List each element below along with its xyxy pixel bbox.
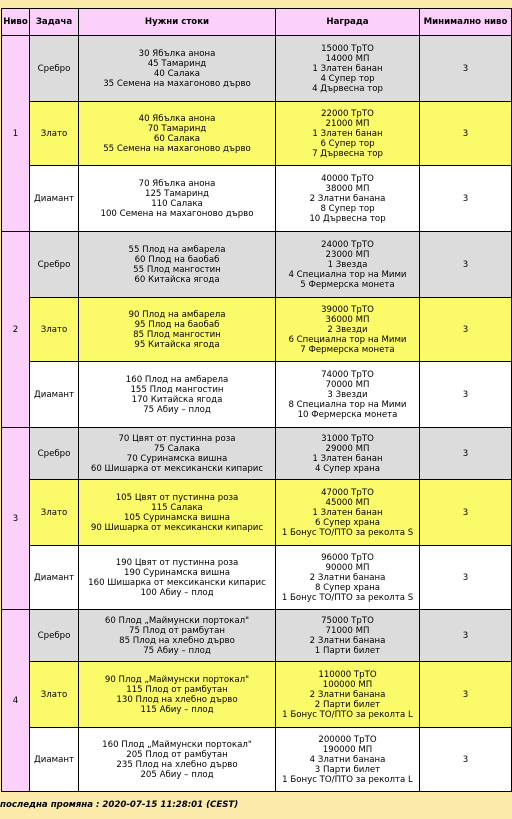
reward-line: 4 Дървесна тор <box>312 83 383 94</box>
item-line: 100 Семена на махагоново дърво <box>100 208 254 219</box>
table-row <box>2 102 512 166</box>
items-cell <box>79 662 276 728</box>
reward-line: 1 Златен банан <box>312 63 383 74</box>
item-line: 70 Цвят от пустинна роза <box>118 433 236 444</box>
task-cell: Диамант <box>30 166 79 232</box>
items-cell <box>79 36 276 102</box>
task-cell: Сребро <box>30 610 79 662</box>
task-cell: Злато <box>30 480 79 546</box>
items-cell <box>79 232 276 298</box>
item-line: 75 Салака <box>153 443 201 454</box>
min-level-cell: 3 <box>420 428 512 480</box>
task-cell: Сребро <box>30 232 79 298</box>
reward-line: 110000 ТрТО <box>318 669 377 680</box>
min-level-cell: 3 <box>420 102 512 166</box>
reward-line: 6 Специална тор на Мими <box>288 334 407 345</box>
level-cell: 3 <box>2 428 30 610</box>
item-line: 95 Плод на баобаб <box>134 319 220 330</box>
reward-line: 8 Супер тор <box>320 203 375 214</box>
item-line: 30 Ябълка анона <box>138 48 216 59</box>
reward-line: 21000 МП <box>325 118 370 129</box>
last-modified-label: последна промяна <box>0 800 93 810</box>
header-min-level: Минимално ниво <box>420 9 512 36</box>
item-line: 90 Плод на амбарела <box>128 309 226 320</box>
item-line: 170 Китайска ягода <box>131 394 223 405</box>
items-cell <box>79 546 276 610</box>
reward-line: 10 Дървесна тор <box>309 213 386 224</box>
reward-line: 40000 ТрТО <box>321 173 374 184</box>
reward-cell <box>276 610 420 662</box>
reward-line: 4 Специална тор на Мими <box>288 269 407 280</box>
item-line: 105 Цвят от пустинна роза <box>115 492 239 503</box>
items-cell <box>79 102 276 166</box>
task-cell: Сребро <box>30 428 79 480</box>
reward-line: 75000 ТрТО <box>321 615 374 626</box>
reward-line: 15000 ТрТО <box>321 43 374 54</box>
items-cell <box>79 610 276 662</box>
reward-line: 1 Бонус ТО/ПТО за реколта S <box>281 592 414 603</box>
task-cell: Злато <box>30 102 79 166</box>
header-reward: Награда <box>276 9 420 36</box>
reward-line: 74000 ТрТО <box>321 369 374 380</box>
level-cell: 1 <box>2 36 30 232</box>
item-line: 95 Китайска ягода <box>134 339 220 350</box>
reward-line: 45000 МП <box>325 497 370 508</box>
item-line: 190 Цвят от пустинна роза <box>115 557 239 568</box>
items-cell <box>79 428 276 480</box>
reward-line: 24000 ТрТО <box>321 239 374 250</box>
reward-line: 4 Супер тор <box>320 73 375 84</box>
item-line: 105 Суринамска вишна <box>124 512 230 523</box>
reward-line: 2 Звезди <box>327 324 368 335</box>
reward-line: 71000 МП <box>325 625 370 636</box>
item-line: 90 Плод „Маймунски портокал" <box>104 674 250 685</box>
reward-line: 70000 МП <box>325 379 370 390</box>
table-row <box>2 546 512 610</box>
task-cell: Диамант <box>30 362 79 428</box>
reward-line: 31000 ТрТО <box>321 433 374 444</box>
reward-line: 1 Бонус ТО/ПТО за реколта S <box>281 527 414 538</box>
reward-line: 2 Златни банана <box>309 635 386 646</box>
header-task: Задача <box>30 9 79 36</box>
reward-line: 23000 МП <box>325 249 370 260</box>
reward-line: 2 Златни банана <box>309 572 386 583</box>
reward-cell <box>276 546 420 610</box>
tasks-table <box>1 8 512 792</box>
min-level-cell: 3 <box>420 36 512 102</box>
reward-line: 8 Супер храна <box>314 582 381 593</box>
min-level-cell: 3 <box>420 546 512 610</box>
reward-line: 29000 МП <box>325 443 370 454</box>
table-row <box>2 36 512 102</box>
reward-cell <box>276 166 420 232</box>
item-line: 160 Плод на амбарела <box>125 374 229 385</box>
reward-cell <box>276 728 420 792</box>
item-line: 115 Абиу – плод <box>140 704 214 715</box>
reward-line: 1 Парти билет <box>314 645 381 656</box>
table-header-row <box>2 9 512 36</box>
reward-line: 39000 ТрТО <box>321 304 374 315</box>
items-cell <box>79 166 276 232</box>
reward-line: 200000 ТрТО <box>318 734 377 745</box>
item-line: 115 Салака <box>151 502 203 513</box>
task-cell: Злато <box>30 662 79 728</box>
page-content <box>0 8 512 792</box>
reward-line: 5 Фермерска монета <box>300 279 395 290</box>
item-line: 205 Плод от рамбутан <box>126 749 228 760</box>
reward-cell <box>276 428 420 480</box>
task-cell: Диамант <box>30 546 79 610</box>
last-modified-note <box>0 799 512 811</box>
reward-line: 4 Златни банана <box>309 754 386 765</box>
item-line: 60 Плод „Маймунски портокал" <box>104 615 250 626</box>
item-line: 130 Плод на хлебно дърво <box>116 694 238 705</box>
min-level-cell: 3 <box>420 232 512 298</box>
reward-line: 1 Златен банан <box>312 128 383 139</box>
reward-cell <box>276 362 420 428</box>
reward-line: 1 Бонус ТО/ПТО за реколта L <box>282 774 413 785</box>
reward-line: 1 Бонус ТО/ПТО за реколта L <box>282 709 413 720</box>
table-row <box>2 662 512 728</box>
item-line: 45 Тамаринд <box>147 58 207 69</box>
items-cell <box>79 298 276 362</box>
table-row <box>2 728 512 792</box>
items-cell <box>79 362 276 428</box>
item-line: 85 Плод мангостин <box>133 329 221 340</box>
item-line: 55 Семена на махагоново дърво <box>103 143 251 154</box>
table-row <box>2 298 512 362</box>
item-line: 70 Суринамска вишна <box>126 453 228 464</box>
table-row <box>2 480 512 546</box>
table-row <box>2 610 512 662</box>
reward-line: 7 Дървесна тор <box>312 148 383 159</box>
reward-line: 22000 ТрТО <box>321 108 374 119</box>
item-line: 70 Ябълка анона <box>138 178 216 189</box>
item-line: 85 Плод на хлебно дърво <box>119 635 235 646</box>
reward-line: 2 Златни банана <box>309 689 386 700</box>
min-level-cell: 3 <box>420 610 512 662</box>
item-line: 60 Плод на баобаб <box>134 254 220 265</box>
reward-line: 7 Фермерска монета <box>300 344 395 355</box>
reward-line: 2 Златни банана <box>309 193 386 204</box>
table-row <box>2 166 512 232</box>
item-line: 115 Плод от рамбутан <box>126 684 228 695</box>
table-row <box>2 362 512 428</box>
reward-cell <box>276 36 420 102</box>
item-line: 160 Плод „Маймунски портокал" <box>102 739 252 750</box>
reward-cell <box>276 102 420 166</box>
item-line: 125 Тамаринд <box>145 188 209 199</box>
reward-cell <box>276 232 420 298</box>
min-level-cell: 3 <box>420 662 512 728</box>
reward-line: 36000 МП <box>325 314 370 325</box>
reward-line: 3 Звезди <box>327 389 368 400</box>
reward-line: 1 Златен банан <box>312 453 383 464</box>
reward-cell <box>276 298 420 362</box>
table-body <box>2 36 512 792</box>
item-line: 110 Салака <box>151 198 203 209</box>
min-level-cell: 3 <box>420 298 512 362</box>
item-line: 190 Суринамска вишна <box>124 567 230 578</box>
items-cell <box>79 728 276 792</box>
reward-line: 6 Супер храна <box>314 517 381 528</box>
reward-line: 90000 МП <box>325 562 370 573</box>
item-line: 55 Плод на амбарела <box>128 244 226 255</box>
last-modified-separator: : <box>93 800 103 810</box>
item-line: 235 Плод на хлебно дърво <box>116 759 238 770</box>
reward-cell <box>276 662 420 728</box>
reward-line: 38000 МП <box>325 183 370 194</box>
header-items: Нужни стоки <box>79 9 276 36</box>
task-cell: Злато <box>30 298 79 362</box>
task-cell: Сребро <box>30 36 79 102</box>
table-row <box>2 232 512 298</box>
item-line: 155 Плод мангостин <box>130 384 224 395</box>
table-row <box>2 428 512 480</box>
min-level-cell: 3 <box>420 362 512 428</box>
reward-line: 4 Супер храна <box>314 463 381 474</box>
item-line: 60 Шишарка от мексикански кипарис <box>90 463 264 474</box>
reward-line: 1 Златен банан <box>312 507 383 518</box>
reward-line: 2 Парти билет <box>314 699 381 710</box>
item-line: 70 Тамаринд <box>147 123 207 134</box>
reward-line: 8 Специална тор на Мими <box>288 399 407 410</box>
item-line: 205 Абиу – плод <box>140 769 214 780</box>
item-line: 75 Абиу – плод <box>143 404 211 415</box>
item-line: 55 Плод мангостин <box>133 264 221 275</box>
item-line: 40 Салака <box>153 68 201 79</box>
min-level-cell: 3 <box>420 166 512 232</box>
reward-line: 47000 ТрТО <box>321 487 374 498</box>
last-modified-timestamp: 2020-07-15 11:28:01 (CEST) <box>102 800 239 810</box>
level-cell: 4 <box>2 610 30 792</box>
reward-cell <box>276 480 420 546</box>
item-line: 60 Салака <box>153 133 201 144</box>
reward-line: 1 Звезда <box>327 259 368 270</box>
reward-line: 6 Супер тор <box>320 138 375 149</box>
item-line: 35 Семена на махагоново дърво <box>103 78 251 89</box>
task-cell: Диамант <box>30 728 79 792</box>
min-level-cell: 3 <box>420 728 512 792</box>
reward-line: 10 Фермерска монета <box>297 409 398 420</box>
header-level: Ниво <box>2 9 30 36</box>
item-line: 75 Плод от рамбутан <box>128 625 226 636</box>
item-line: 160 Шишарка от мексикански кипарис <box>88 577 266 588</box>
min-level-cell: 3 <box>420 480 512 546</box>
item-line: 100 Абиу – плод <box>140 587 214 598</box>
reward-line: 96000 ТрТО <box>321 552 374 563</box>
item-line: 60 Китайска ягода <box>134 274 220 285</box>
items-cell <box>79 480 276 546</box>
reward-line: 3 Парти билет <box>314 764 381 775</box>
item-line: 40 Ябълка анона <box>138 113 216 124</box>
reward-line: 190000 МП <box>322 744 373 755</box>
reward-line: 100000 МП <box>322 679 373 690</box>
level-cell: 2 <box>2 232 30 428</box>
item-line: 90 Шишарка от мексикански кипарис <box>90 522 264 533</box>
item-line: 75 Абиу – плод <box>143 645 211 656</box>
reward-line: 14000 МП <box>325 53 370 64</box>
